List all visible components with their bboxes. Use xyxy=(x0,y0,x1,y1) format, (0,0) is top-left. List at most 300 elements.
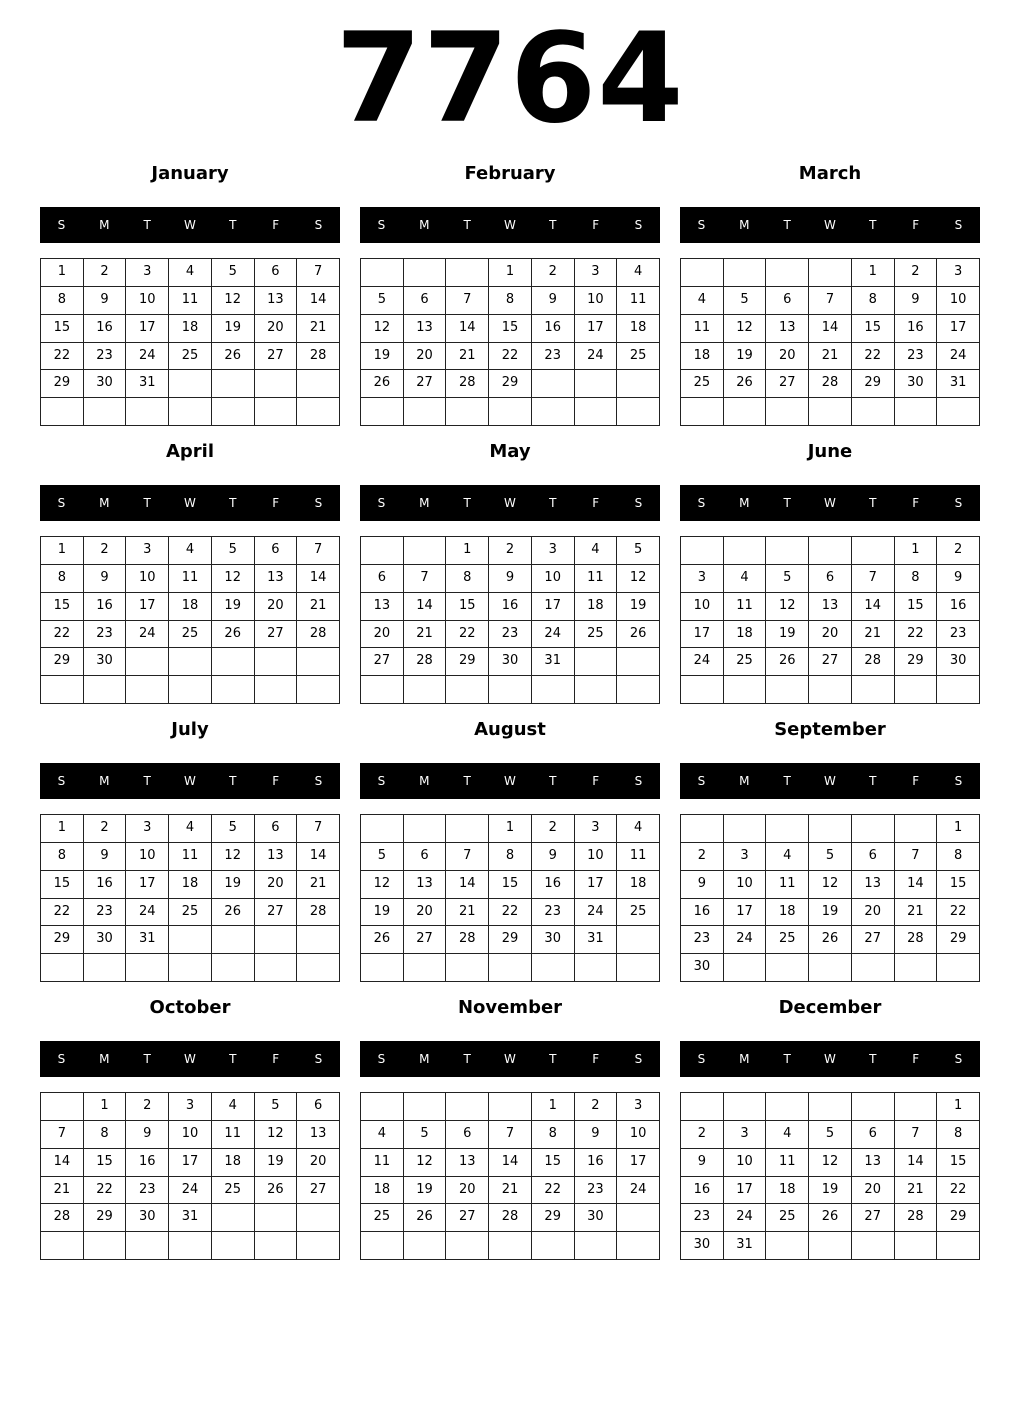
empty-day-cell xyxy=(575,954,618,982)
day-cell: 28 xyxy=(489,1204,532,1232)
day-cell: 28 xyxy=(446,370,489,398)
day-cell: 2 xyxy=(681,1121,724,1149)
day-cell: 13 xyxy=(852,871,895,899)
day-cell: 12 xyxy=(766,593,809,621)
empty-day-cell xyxy=(489,676,532,704)
day-cell: 1 xyxy=(489,259,532,287)
weekday-label: W xyxy=(184,774,196,788)
day-cell: 24 xyxy=(126,899,169,927)
weekday-label: W xyxy=(824,218,836,232)
day-cell: 24 xyxy=(937,343,980,371)
weekday-label: S xyxy=(377,1052,386,1066)
day-cell: 22 xyxy=(489,343,532,371)
empty-day-cell xyxy=(895,398,938,426)
day-cell: 13 xyxy=(852,1149,895,1177)
empty-day-cell xyxy=(255,676,298,704)
weekday-label: S xyxy=(377,218,386,232)
day-cell: 9 xyxy=(895,287,938,315)
day-cell: 16 xyxy=(84,871,127,899)
empty-day-cell xyxy=(297,954,340,982)
weekday-label: S xyxy=(377,774,386,788)
day-cell: 24 xyxy=(575,343,618,371)
day-cell: 27 xyxy=(361,648,404,676)
day-cell: 21 xyxy=(404,621,447,649)
day-cell: 27 xyxy=(255,621,298,649)
empty-day-cell xyxy=(84,954,127,982)
weekday-label: T xyxy=(869,218,877,232)
day-cell: 5 xyxy=(404,1121,447,1149)
month-name: March xyxy=(798,163,862,184)
day-cell: 16 xyxy=(895,315,938,343)
day-cell: 16 xyxy=(575,1149,618,1177)
empty-day-cell xyxy=(126,1232,169,1260)
month-name: May xyxy=(489,441,531,462)
day-cell: 9 xyxy=(84,565,127,593)
day-cell: 6 xyxy=(361,565,404,593)
day-cell: 3 xyxy=(532,537,575,565)
weekday-label: M xyxy=(99,218,110,232)
month-september xyxy=(680,716,980,986)
empty-day-cell xyxy=(361,398,404,426)
day-cell: 19 xyxy=(766,621,809,649)
empty-day-cell xyxy=(404,676,447,704)
day-cell: 2 xyxy=(84,259,127,287)
day-cell: 26 xyxy=(809,1204,852,1232)
day-cell: 20 xyxy=(809,621,852,649)
day-cell: 25 xyxy=(617,343,660,371)
day-cell: 24 xyxy=(681,648,724,676)
day-cell: 30 xyxy=(532,926,575,954)
empty-day-cell xyxy=(41,676,84,704)
day-cell: 2 xyxy=(532,815,575,843)
weekday-label: M xyxy=(419,218,430,232)
day-cell: 6 xyxy=(255,259,298,287)
day-cell: 10 xyxy=(532,565,575,593)
weekday-label: T xyxy=(783,218,791,232)
day-cell: 29 xyxy=(489,926,532,954)
day-cell: 11 xyxy=(169,843,212,871)
day-cell: 22 xyxy=(41,621,84,649)
day-cell: 6 xyxy=(809,565,852,593)
weekday-label: M xyxy=(99,496,110,510)
day-cell: 8 xyxy=(937,1121,980,1149)
day-cell: 15 xyxy=(937,1149,980,1177)
weekday-label: T xyxy=(463,218,471,232)
day-cell: 31 xyxy=(126,370,169,398)
day-cell: 12 xyxy=(724,315,767,343)
day-cell: 29 xyxy=(446,648,489,676)
day-cell: 27 xyxy=(404,926,447,954)
day-cell: 20 xyxy=(404,899,447,927)
empty-day-cell xyxy=(766,1232,809,1260)
empty-day-cell xyxy=(852,676,895,704)
month-name: September xyxy=(774,719,886,740)
day-cell: 10 xyxy=(126,843,169,871)
empty-day-cell xyxy=(212,954,255,982)
empty-day-cell xyxy=(361,537,404,565)
day-cell: 2 xyxy=(84,815,127,843)
day-cell: 7 xyxy=(446,843,489,871)
weekday-label: W xyxy=(184,218,196,232)
day-cell: 24 xyxy=(169,1177,212,1205)
weekday-label: W xyxy=(824,774,836,788)
weekday-header xyxy=(360,207,660,243)
empty-day-cell xyxy=(84,1232,127,1260)
day-cell: 18 xyxy=(724,621,767,649)
empty-day-cell xyxy=(489,954,532,982)
day-cell: 3 xyxy=(575,815,618,843)
day-cell: 9 xyxy=(84,843,127,871)
day-cell: 12 xyxy=(809,1149,852,1177)
month-name: November xyxy=(457,997,563,1018)
day-cell: 22 xyxy=(41,899,84,927)
day-cell: 7 xyxy=(297,537,340,565)
empty-day-cell xyxy=(532,1232,575,1260)
weekday-label: F xyxy=(912,218,920,232)
day-cell: 20 xyxy=(852,1177,895,1205)
empty-day-cell xyxy=(126,398,169,426)
empty-day-cell xyxy=(169,1232,212,1260)
empty-day-cell xyxy=(766,537,809,565)
empty-day-cell xyxy=(617,398,660,426)
day-cell: 25 xyxy=(617,899,660,927)
empty-day-cell xyxy=(212,398,255,426)
empty-day-cell xyxy=(681,259,724,287)
day-cell: 4 xyxy=(617,259,660,287)
empty-day-cell xyxy=(297,398,340,426)
empty-day-cell xyxy=(766,676,809,704)
day-cell: 26 xyxy=(255,1177,298,1205)
day-cell: 28 xyxy=(446,926,489,954)
day-grid xyxy=(40,1092,340,1260)
empty-day-cell xyxy=(809,259,852,287)
day-cell: 18 xyxy=(575,593,618,621)
day-cell: 6 xyxy=(852,1121,895,1149)
day-cell: 22 xyxy=(937,1177,980,1205)
day-cell: 4 xyxy=(766,843,809,871)
day-cell: 19 xyxy=(724,343,767,371)
day-cell: 17 xyxy=(681,621,724,649)
day-cell: 20 xyxy=(766,343,809,371)
empty-day-cell xyxy=(895,954,938,982)
day-cell: 4 xyxy=(575,537,618,565)
day-cell: 5 xyxy=(361,287,404,315)
day-cell: 11 xyxy=(766,1149,809,1177)
day-cell: 21 xyxy=(297,871,340,899)
day-cell: 23 xyxy=(126,1177,169,1205)
day-cell: 15 xyxy=(895,593,938,621)
empty-day-cell xyxy=(766,259,809,287)
weekday-label: W xyxy=(184,1052,196,1066)
day-cell: 13 xyxy=(255,565,298,593)
day-cell: 30 xyxy=(84,370,127,398)
weekday-label: F xyxy=(272,496,280,510)
day-cell: 30 xyxy=(575,1204,618,1232)
empty-day-cell xyxy=(617,676,660,704)
day-cell: 7 xyxy=(852,565,895,593)
day-cell: 30 xyxy=(84,648,127,676)
empty-day-cell xyxy=(489,398,532,426)
weekday-header xyxy=(680,1041,980,1077)
empty-day-cell xyxy=(937,398,980,426)
empty-day-cell xyxy=(852,1232,895,1260)
day-cell: 19 xyxy=(212,593,255,621)
day-cell: 30 xyxy=(489,648,532,676)
day-cell: 8 xyxy=(41,843,84,871)
day-cell: 25 xyxy=(724,648,767,676)
empty-day-cell xyxy=(169,370,212,398)
weekday-label: T xyxy=(143,774,151,788)
weekday-label: F xyxy=(912,774,920,788)
day-cell: 1 xyxy=(84,1093,127,1121)
weekday-label: M xyxy=(419,1052,430,1066)
weekday-label: F xyxy=(592,496,600,510)
empty-day-cell xyxy=(809,954,852,982)
empty-day-cell xyxy=(255,370,298,398)
day-cell: 29 xyxy=(489,370,532,398)
day-cell: 27 xyxy=(809,648,852,676)
weekday-header xyxy=(40,763,340,799)
empty-day-cell xyxy=(852,1093,895,1121)
day-cell: 26 xyxy=(361,370,404,398)
weekday-label: M xyxy=(739,496,750,510)
day-cell: 27 xyxy=(255,899,298,927)
month-july xyxy=(40,716,340,986)
empty-day-cell xyxy=(895,1093,938,1121)
empty-day-cell xyxy=(404,815,447,843)
day-cell: 24 xyxy=(126,621,169,649)
day-cell: 22 xyxy=(852,343,895,371)
empty-day-cell xyxy=(809,815,852,843)
weekday-label: M xyxy=(739,774,750,788)
day-cell: 6 xyxy=(766,287,809,315)
weekday-header xyxy=(360,763,660,799)
day-cell: 4 xyxy=(169,815,212,843)
day-cell: 7 xyxy=(895,1121,938,1149)
day-cell: 16 xyxy=(937,593,980,621)
day-cell: 22 xyxy=(937,899,980,927)
day-cell: 20 xyxy=(297,1149,340,1177)
day-cell: 29 xyxy=(937,1204,980,1232)
empty-day-cell xyxy=(617,954,660,982)
day-cell: 17 xyxy=(169,1149,212,1177)
weekday-label: S xyxy=(634,774,643,788)
weekday-label: S xyxy=(954,496,963,510)
day-cell: 16 xyxy=(489,593,532,621)
day-cell: 9 xyxy=(84,287,127,315)
day-cell: 8 xyxy=(489,843,532,871)
day-cell: 31 xyxy=(532,648,575,676)
empty-day-cell xyxy=(766,1093,809,1121)
empty-day-cell xyxy=(575,398,618,426)
day-cell: 4 xyxy=(766,1121,809,1149)
empty-day-cell xyxy=(212,370,255,398)
day-cell: 17 xyxy=(724,899,767,927)
empty-day-cell xyxy=(489,1232,532,1260)
day-cell: 26 xyxy=(724,370,767,398)
empty-day-cell xyxy=(724,815,767,843)
empty-day-cell xyxy=(895,1232,938,1260)
empty-day-cell xyxy=(575,1232,618,1260)
weekday-label: F xyxy=(272,774,280,788)
empty-day-cell xyxy=(361,259,404,287)
day-grid xyxy=(680,814,980,982)
day-cell: 21 xyxy=(895,899,938,927)
day-cell: 2 xyxy=(575,1093,618,1121)
day-cell: 19 xyxy=(212,871,255,899)
day-cell: 8 xyxy=(41,565,84,593)
empty-day-cell xyxy=(446,1093,489,1121)
day-cell: 7 xyxy=(809,287,852,315)
day-cell: 9 xyxy=(937,565,980,593)
day-cell: 15 xyxy=(446,593,489,621)
day-cell: 26 xyxy=(212,343,255,371)
day-cell: 11 xyxy=(361,1149,404,1177)
day-cell: 18 xyxy=(169,315,212,343)
weekday-label: S xyxy=(697,774,706,788)
day-cell: 5 xyxy=(212,259,255,287)
day-grid xyxy=(40,814,340,982)
weekday-label: W xyxy=(504,496,516,510)
day-cell: 19 xyxy=(617,593,660,621)
day-cell: 11 xyxy=(169,287,212,315)
empty-day-cell xyxy=(852,537,895,565)
day-cell: 5 xyxy=(255,1093,298,1121)
day-cell: 15 xyxy=(489,315,532,343)
empty-day-cell xyxy=(297,648,340,676)
day-cell: 5 xyxy=(361,843,404,871)
weekday-label: S xyxy=(377,496,386,510)
day-cell: 30 xyxy=(84,926,127,954)
day-cell: 17 xyxy=(126,315,169,343)
day-cell: 7 xyxy=(489,1121,532,1149)
day-cell: 13 xyxy=(766,315,809,343)
empty-day-cell xyxy=(489,1093,532,1121)
empty-day-cell xyxy=(617,926,660,954)
empty-day-cell xyxy=(255,1204,298,1232)
day-cell: 28 xyxy=(895,1204,938,1232)
day-cell: 27 xyxy=(852,1204,895,1232)
day-cell: 25 xyxy=(766,1204,809,1232)
day-cell: 24 xyxy=(617,1177,660,1205)
day-cell: 4 xyxy=(169,537,212,565)
day-cell: 21 xyxy=(297,315,340,343)
day-cell: 2 xyxy=(895,259,938,287)
empty-day-cell xyxy=(724,1093,767,1121)
day-cell: 4 xyxy=(169,259,212,287)
day-cell: 3 xyxy=(724,843,767,871)
day-cell: 15 xyxy=(41,871,84,899)
day-cell: 9 xyxy=(532,843,575,871)
day-cell: 12 xyxy=(212,843,255,871)
day-cell: 1 xyxy=(41,537,84,565)
day-cell: 29 xyxy=(895,648,938,676)
day-cell: 1 xyxy=(895,537,938,565)
empty-day-cell xyxy=(532,398,575,426)
weekday-label: F xyxy=(272,218,280,232)
weekday-label: W xyxy=(504,218,516,232)
day-cell: 9 xyxy=(489,565,532,593)
empty-day-cell xyxy=(766,815,809,843)
month-december xyxy=(680,994,980,1264)
day-cell: 26 xyxy=(212,899,255,927)
day-cell: 5 xyxy=(212,537,255,565)
empty-day-cell xyxy=(297,370,340,398)
day-cell: 19 xyxy=(361,899,404,927)
day-cell: 14 xyxy=(446,315,489,343)
day-cell: 24 xyxy=(532,621,575,649)
empty-day-cell xyxy=(532,676,575,704)
day-cell: 25 xyxy=(361,1204,404,1232)
weekday-label: M xyxy=(99,774,110,788)
empty-day-cell xyxy=(169,398,212,426)
empty-day-cell xyxy=(766,398,809,426)
weekday-label: M xyxy=(739,1052,750,1066)
day-cell: 18 xyxy=(212,1149,255,1177)
day-cell: 13 xyxy=(255,287,298,315)
weekday-header xyxy=(360,485,660,521)
empty-day-cell xyxy=(681,815,724,843)
day-cell: 4 xyxy=(212,1093,255,1121)
weekday-label: S xyxy=(634,496,643,510)
day-cell: 14 xyxy=(446,871,489,899)
day-cell: 8 xyxy=(84,1121,127,1149)
day-cell: 5 xyxy=(212,815,255,843)
day-cell: 20 xyxy=(852,899,895,927)
empty-day-cell xyxy=(617,648,660,676)
day-cell: 23 xyxy=(489,621,532,649)
weekday-label: T xyxy=(783,1052,791,1066)
day-cell: 23 xyxy=(532,899,575,927)
day-cell: 22 xyxy=(84,1177,127,1205)
day-cell: 10 xyxy=(126,565,169,593)
day-cell: 2 xyxy=(681,843,724,871)
month-name: July xyxy=(171,719,209,740)
day-cell: 9 xyxy=(681,1149,724,1177)
weekday-label: T xyxy=(229,774,237,788)
day-cell: 15 xyxy=(41,593,84,621)
empty-day-cell xyxy=(809,676,852,704)
day-cell: 23 xyxy=(84,621,127,649)
day-cell: 13 xyxy=(404,871,447,899)
day-cell: 11 xyxy=(681,315,724,343)
day-cell: 7 xyxy=(297,259,340,287)
day-cell: 15 xyxy=(937,871,980,899)
day-cell: 13 xyxy=(361,593,404,621)
empty-day-cell xyxy=(446,954,489,982)
day-grid xyxy=(680,536,980,704)
day-cell: 17 xyxy=(126,593,169,621)
weekday-label: S xyxy=(57,774,66,788)
weekday-label: T xyxy=(869,774,877,788)
day-cell: 22 xyxy=(895,621,938,649)
day-cell: 23 xyxy=(532,343,575,371)
day-cell: 17 xyxy=(532,593,575,621)
empty-day-cell xyxy=(41,1232,84,1260)
weekday-header xyxy=(40,1041,340,1077)
day-cell: 9 xyxy=(681,871,724,899)
day-cell: 30 xyxy=(681,954,724,982)
day-cell: 20 xyxy=(446,1177,489,1205)
day-cell: 3 xyxy=(724,1121,767,1149)
day-cell: 4 xyxy=(724,565,767,593)
month-name: June xyxy=(807,441,853,462)
weekday-label: S xyxy=(57,496,66,510)
day-cell: 18 xyxy=(617,871,660,899)
empty-day-cell xyxy=(255,1232,298,1260)
empty-day-cell xyxy=(404,1232,447,1260)
day-cell: 30 xyxy=(895,370,938,398)
